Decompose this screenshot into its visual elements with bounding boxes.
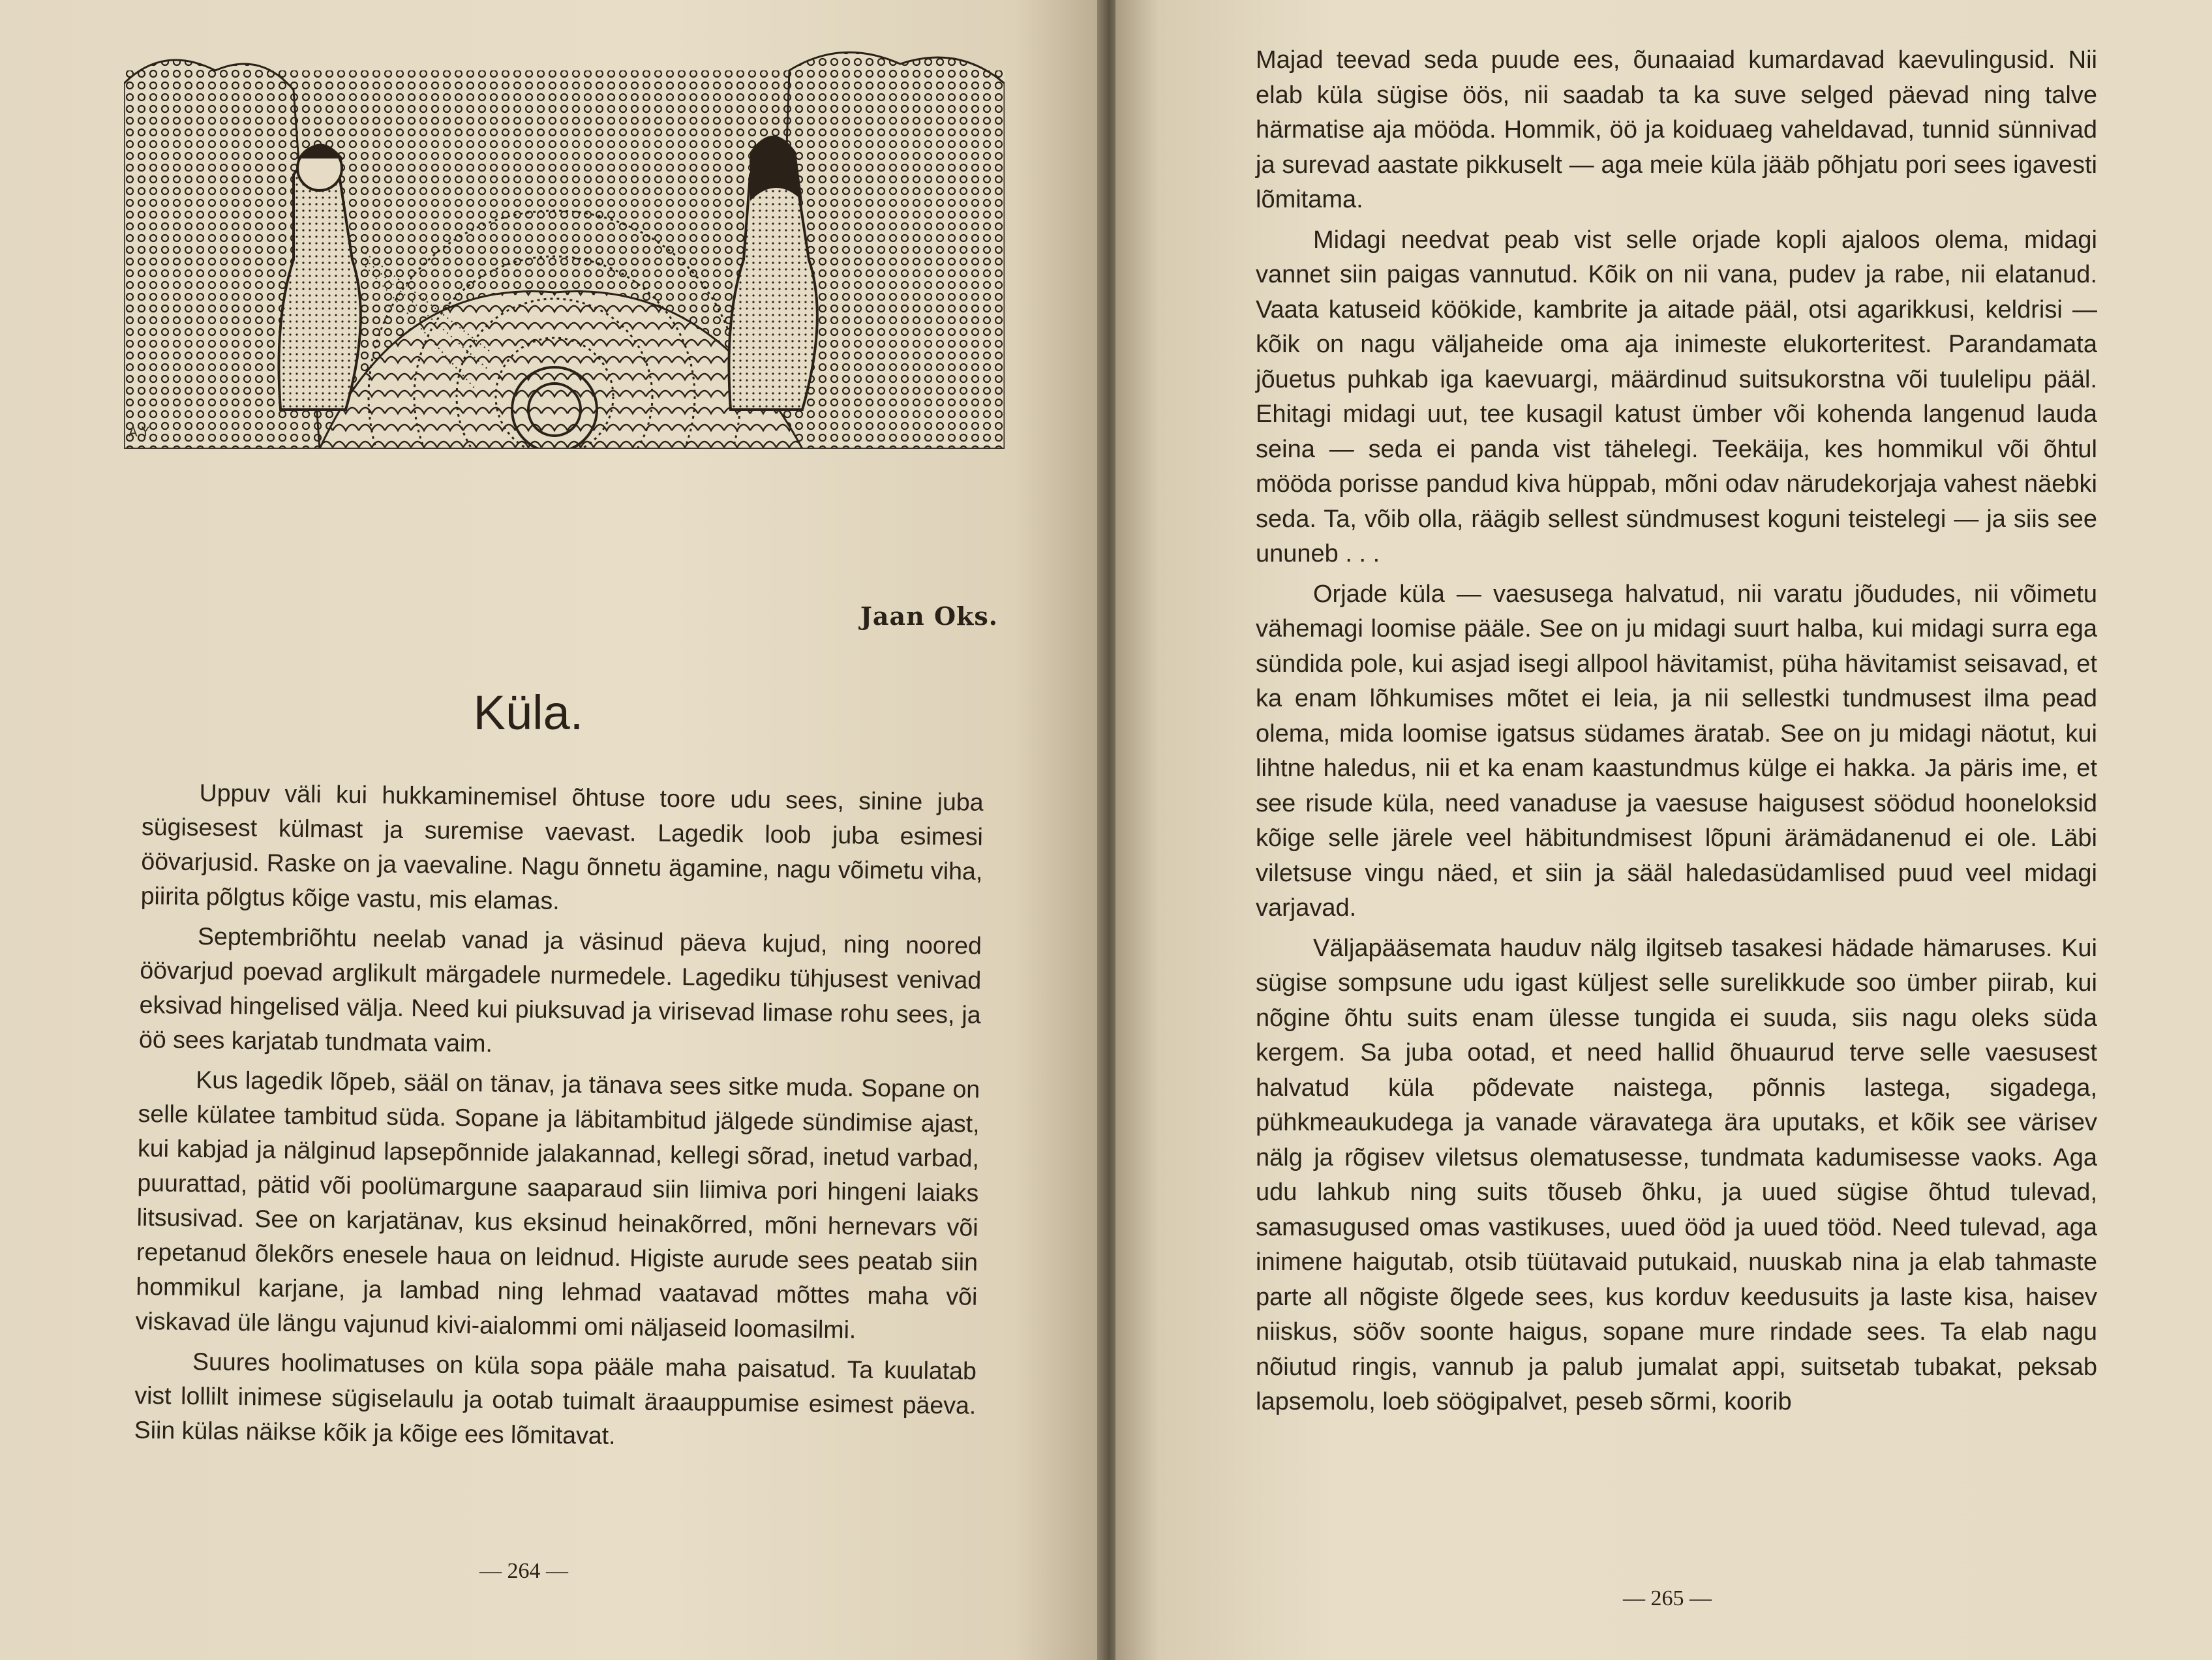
- paragraph: Midagi needvat peab vist selle orjade kopli ajaloos olema, midagi vannet siin paigas vannutud. Kõik on nii vana, pudev ja rabe, nii elatanud. Vaata katuseid köökide, kambrite ja aitade pääl, otsi agarikkusi, keldrisi — kõik on nagu väljaheide oma aja inimeste elukorteritest. Parandamata jõuetus puhkab iga kaevuargi, määrdinud suitsukorstna või tuulelipu pääl. Ehitagi midagi uut, tee kusagil katust ümber või kohenda langenud lauda seina — seda ei panda vist tähelegi. Teekäija, kes hommikul või õhtul mööda porisse pandud kiva hüppab, mõni odav närudekorjaja vahest näebki seda. Ta, võib olla, räägib sellest sündmusest koguni teistelegi — ja siis see ununeb . . .: [1256, 226, 2097, 567]
- chapter-title: Küla.: [473, 686, 584, 740]
- paragraph: Kus lagedik lõpeb, sääl on tänav, ja tänava sees sitke muda. Sopane on selle külatee tambitud süda. Sopane ja läbitambitud jälgede sündimise ajast, kui kabjad ja nälginud lapsepõnnide jalakannad, kellegi sõrad, inetud varbad, puurattad, pätid või poolümargune saaparaud siin liimiva pori hingeni laiaks litsusivad. See on karjatänav, kus eksinud heinakõrred, mõni hernevars või repetanud õlekõrs enesele haua on leidnud. Higiste aurude sees peatab siin hommikul karjane, ja lambad ning lehmad vaatavad mõttes maha või viskavad üle längu vajunud kivi-aialommi omi näljaseid loomasilmi.: [135, 1066, 980, 1344]
- left-body-text: [134, 775, 984, 1463]
- paragraph: Suures hoolimatuses on küla sopa pääle maha paisatud. Ta kuulatab vist lollilt inimese sügiselaulu ja ootab tuimalt äraauppumise esimest päeva. Siin külas näikse kõik ja kõige ees lõmitavat.: [134, 1348, 977, 1449]
- paragraph: Orjade küla — vaesusega halvatud, nii varatu jõududes, nii võimetu vähemagi loomise pääle. See on ju midagi suurt halba, kui midagi surra ega sündida pole, kui asjad isegi allpool hävitamist, püha hävitamist seisavad, et ka enam lõhkumises mõtet ei leia, ja nii sellestki tundmusest ilma pead olema, mida loomise igatsus südames äratab. See on ju midagi näotut, kui lihtne haledus, nii et ka enam kaastundmus külge ei hakka. Ja päris ime, et see risude küla, need vanaduse ja vaesuse haigusest söödud hooneloksid kõige selle järele veel häbitundmisest lõpuni ärämädanenud ei ole. Läbi viletsuse vingu näed, et siin ja sääl haledasüdamlised puud veel midagi varjavad.: [1256, 580, 2097, 922]
- illustration-initials: A.Y: [129, 424, 149, 440]
- right-body-text: [1256, 43, 2097, 1425]
- header-illustration: [124, 44, 1005, 449]
- paragraph: Septembriõhtu neelab vanad ja väsinud päeva kujud, ning noored öövarjud poevad arglikult märgadele nurmedele. Lagediku tühjusest venivad eksivad hingelised välja. Need kui piuksuvad ja virisevad limase rohu sees, ja öö sees karjatab tundmata vaim.: [138, 922, 982, 1057]
- paragraph: Väljapääsemata hauduv nälg ilgitseb tasakesi hädade hämaruses. Kui sügise sompsune udu igast küljest selle surelikkude soo ümber piirab, kui nõgine õhtu suits enam ülesse tungida ei suuda, siis nagu oleks süda kergem. Sa juba ootad, et need hallid õhuaurud terve selle vaesusest halvatud küla põdevate naistega, põnnis lastega, sigadega, pühkmeaukudega ja vanade väravatega ära uputaks, et kõik see värisev nälg ja rõgisev viletsus olematusesse, tundmata kadumisesse vaoks. Aga udu lahkub ning suits tõuseb õhku, ja uued sügise õhtud tulevad, samasugused omas vastikuses, uued ööd ja uued tööd. Need tulevad, aga inimene haigutab, otsib tüütavaid putukaid, nuuskab nina ja elab tahmaste parte all nõgiste õlgede sees, kus korduv keedusuits ja laste kisa, haisev niiskus, söõv soonte haigus, sopane mure rindade sees. Ta elab nagu nõiutud ringis, vannub ja palub jumalat appi, suitsetab tubakat, peksab lapsemolu, loeb söögipalvet, peseb sõrmi, koorib: [1256, 934, 2097, 1415]
- page-number-left: — 264 —: [479, 1559, 568, 1583]
- page-number-right: — 265 —: [1623, 1586, 1712, 1610]
- left-page: [0, 0, 1102, 1660]
- right-page: [1115, 0, 2212, 1660]
- paragraph: Uppuv väli kui hukkaminemisel õhtuse toore udu sees, sinine juba sügisesest külmast ja suremise vaevast. Lagedik loob juba esimesi öövarjusid. Raske on ja vaevaline. Nagu õnnetu ägamine, nagu võimetu viha, piirita põlgtus kõige vastu, mis elamas.: [140, 779, 984, 914]
- paragraph: Majad teevad seda puude ees, õunaaiad kumardavad kaevulingusid. Nii elab küla sügise öös, nii saadab ta ka suve selged päevad ning talve härmatise aja mööda. Hommik, öö ja koiduaeg vaheldavad, tunnid sünnivad ja surevad aastate pikkuselt — aga meie küla jääb põhjatu pori sees igavesti lõmitama.: [1256, 46, 2097, 213]
- author-name: Jaan Oks.: [860, 601, 998, 631]
